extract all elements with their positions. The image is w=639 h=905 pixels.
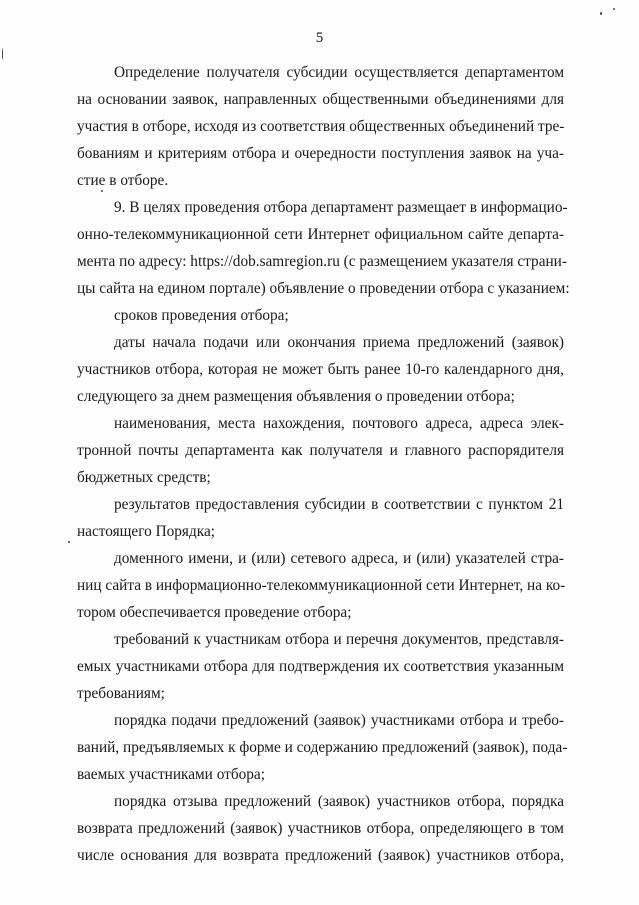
text-line: участников отбора, которая не может быть ранее 10-го календарного дня, bbox=[77, 361, 564, 378]
text-line: числе основания для возврата предложений (заявок) участников отбора, bbox=[77, 847, 564, 864]
text-line: бованиям и критериям отбора и очередности поступления заявок на уча- bbox=[77, 145, 564, 162]
text-line: ниц сайта в информационно-телекоммуникационной сети Интернет, на ко- bbox=[77, 577, 566, 594]
scan-speck bbox=[600, 12, 602, 15]
text-line: порядка подачи предложений (заявок) участниками отбора и требо- bbox=[114, 712, 564, 729]
text-line: тором обеспечивается проведение отбора; bbox=[77, 604, 352, 621]
scan-speck bbox=[68, 541, 70, 543]
text-line: ваний, предъявляемых к форме и содержанию предложений (заявок), пода- bbox=[77, 739, 568, 756]
text-line: бюджетных средств; bbox=[77, 469, 211, 486]
scan-speck bbox=[101, 190, 103, 192]
text-line: Определение получателя субсидии осуществляется департаментом bbox=[114, 64, 564, 81]
text-line: онно-телекоммуникационной сети Интернет официальном сайте департа- bbox=[77, 226, 564, 243]
text-line: даты начала подачи или окончания приема предложений (заявок) bbox=[114, 334, 564, 351]
text-line: емых участниками отбора для подтверждения их соответствия указанным bbox=[77, 658, 564, 675]
page-number: 5 bbox=[315, 30, 324, 46]
text-line: стие в отборе. bbox=[77, 172, 169, 189]
text-line: наименования, места нахождения, почтового адреса, адреса элек- bbox=[114, 415, 564, 432]
text-line: доменного имени, и (или) сетевого адреса, и (или) указателей стра- bbox=[114, 550, 564, 567]
text-line: следующего за днем размещения объявления о проведении отбора; bbox=[77, 388, 515, 405]
text-line: требованиям; bbox=[77, 685, 165, 702]
text-line: мента по адресу: https://dob.samregion.ru (с размещением указателя страни- bbox=[77, 253, 567, 270]
text-line: участия в отборе, исходя из соответствия общественных объединений тре- bbox=[77, 118, 565, 135]
text-line: требований к участникам отбора и перечня документов, представля- bbox=[114, 631, 564, 648]
text-line: 9. В целях проведения отбора департамент размещает в информацио- bbox=[114, 199, 568, 216]
text-line: цы сайта на едином портале) объявление о проведении отбора с указанием: bbox=[77, 280, 570, 297]
text-line: ваемых участниками отбора; bbox=[77, 766, 265, 783]
text-line: сроков проведения отбора; bbox=[114, 307, 289, 324]
text-line: результатов предоставления субсидии в соответствии с пунктом 21 bbox=[114, 496, 564, 513]
scan-speck bbox=[2, 48, 3, 60]
text-line: порядка отзыва предложений (заявок) участников отбора, порядка bbox=[114, 793, 564, 810]
scan-speck bbox=[613, 8, 615, 10]
text-line: тронной почты департамента как получателя и главного распорядителя bbox=[77, 442, 564, 459]
text-line: возврата предложений (заявок) участников отбора, определяющего в том bbox=[77, 820, 564, 837]
text-line: настоящего Порядка; bbox=[77, 523, 215, 540]
text-line: на основании заявок, направленных общественными объединениями для bbox=[77, 91, 564, 108]
